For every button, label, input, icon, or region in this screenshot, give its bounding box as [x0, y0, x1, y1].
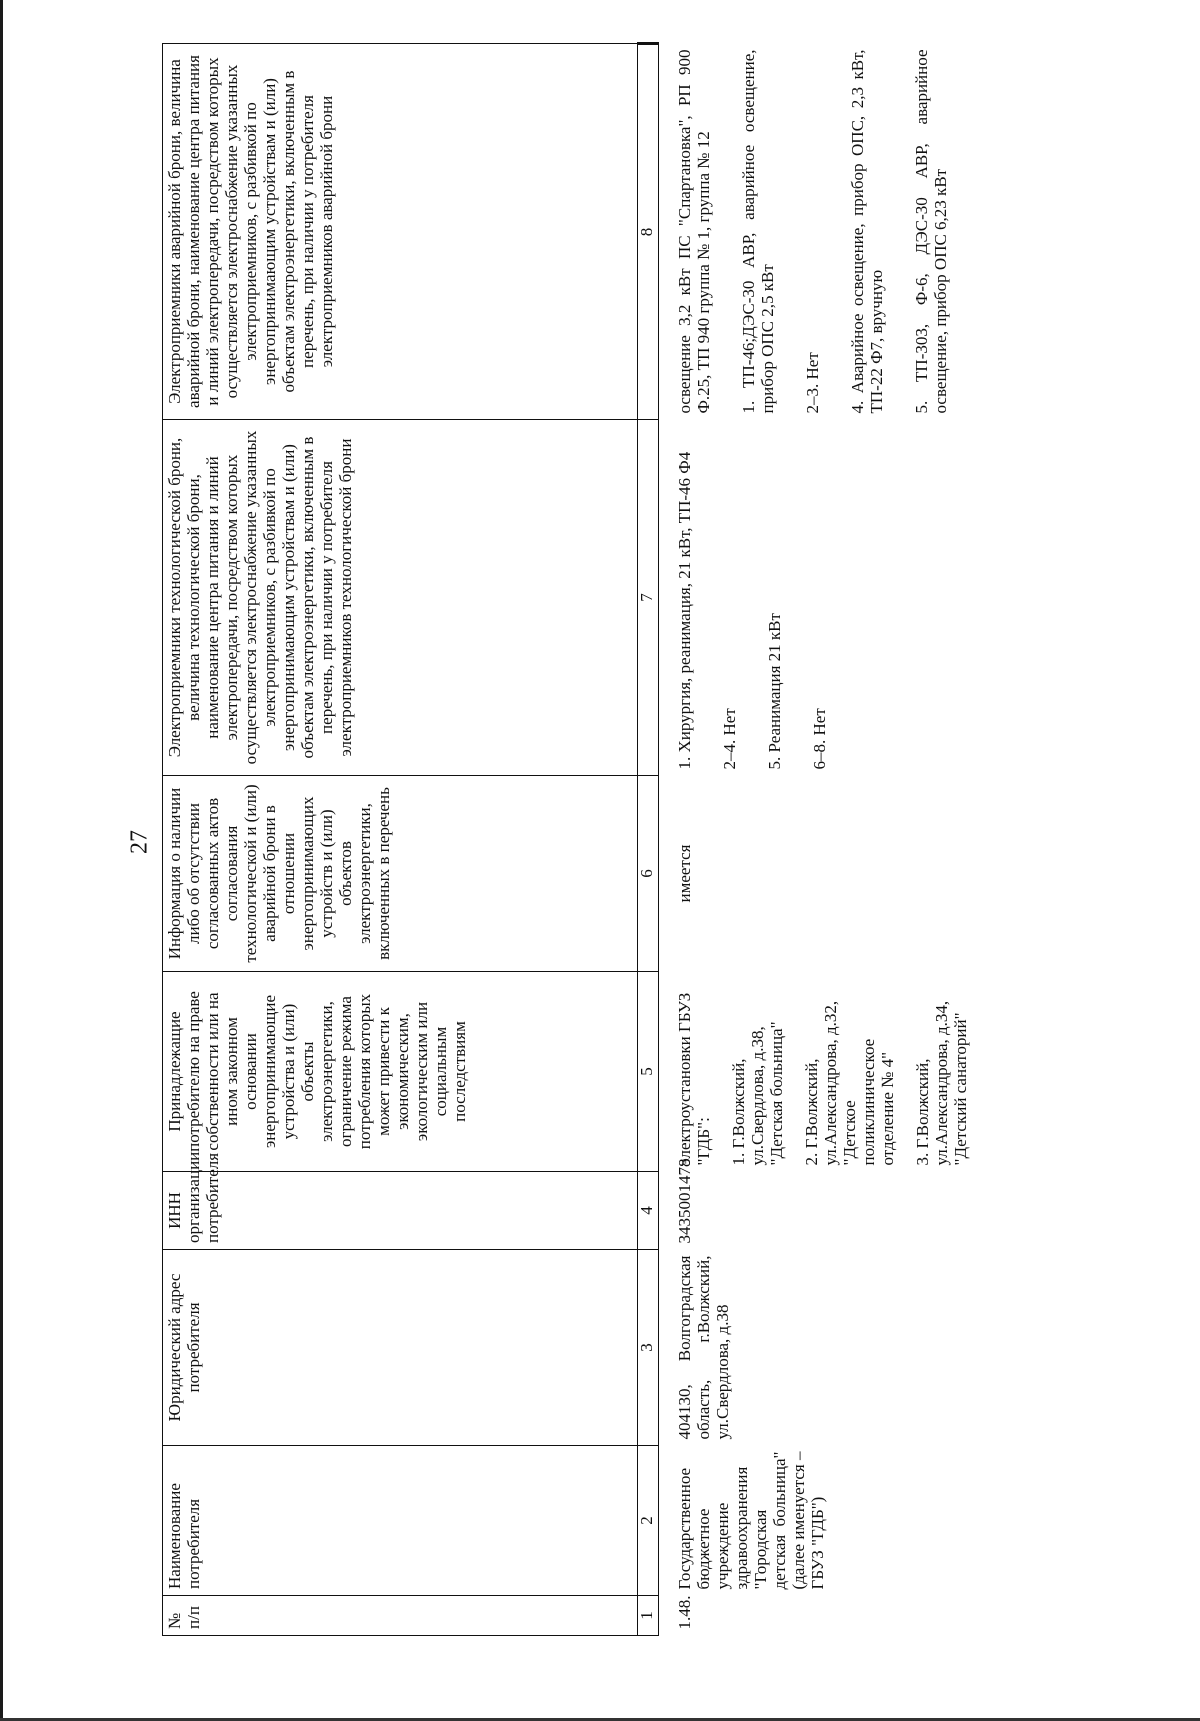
tech-reserve-cell — [659, 420, 987, 776]
installation-item: электроустановки ГБУЗ "ГДБ": — [675, 992, 713, 1166]
column-number: 1 — [638, 1596, 659, 1636]
column-number: 4 — [638, 1172, 659, 1250]
emergency-reserve-item: освещение 3,2 кВт ПС "Спартановка", РП 900 Ф.25, ТП 940 группа № 1, группа № 12 — [675, 49, 713, 414]
column-number: 2 — [638, 1446, 659, 1596]
consumer-table — [162, 42, 986, 1636]
header-legal-address: Юридический адрес потребителя — [163, 1250, 638, 1446]
tech-reserve-item: 1. Хирургия, реанимация, 21 кВт, ТП-46 Ф4 — [675, 451, 694, 770]
page-number: 27 — [126, 830, 153, 854]
installation-item: 1. Г.Волжский, ул.Свердлова, д.38, "Детская больница" — [729, 1021, 786, 1166]
header-consumer-name: Наименование потребителя — [163, 1446, 638, 1596]
emergency-reserve-item: 5. ТП-303, Ф-6, ДЭС-30 АВР, аварийное освещение, прибор ОПС 6,23 кВт — [912, 49, 950, 414]
column-number-row — [638, 44, 659, 1636]
header-row — [163, 44, 638, 1636]
column-number: 6 — [638, 776, 659, 972]
installation-item: 2. Г.Волжский, ул.Александрова, д.32, "Детское поликлиническое отделение № 4" — [802, 1000, 897, 1166]
tech-reserve-item: 6–8. Нет — [810, 708, 829, 770]
tech-reserve-item: 2–4. Нет — [720, 708, 739, 770]
consumer-name: Государственное бюджетное учреждение здравоохранения "Городская детская больница" (далее именуется – ГБУЗ "ГДБ") — [675, 1451, 827, 1590]
inn-value: 3435001478 — [675, 1158, 694, 1244]
emergency-reserve-item: 2–3. Нет — [803, 352, 822, 414]
header-acts: Информация о наличии либо об отсутствии согласованных актов согласования технологической и (или) аварийной брони в отношении энергопринимающих устройств и (или) объектов электроэнергетики, включенных в перечень — [163, 776, 638, 972]
installations-cell — [659, 972, 987, 1172]
column-number: 3 — [638, 1250, 659, 1446]
column-number: 8 — [638, 44, 659, 420]
emergency-reserve-cell — [659, 44, 987, 420]
emergency-reserve-item: 1. ТП-46;ДЭС-30 АВР, аварийное освещение, прибор ОПС 2,5 кВт — [739, 49, 777, 414]
column-number: 7 — [638, 420, 659, 776]
row-number: 1.48. — [675, 1595, 694, 1630]
emergency-reserve-item: 4. Аварийное освещение, прибор ОПС, 2,3 кВт, ТП-22 Ф7, вручную — [848, 49, 886, 414]
installation-item: 3. Г.Волжский, ул.Александрова, д.34, "Детский санаторий" — [913, 1000, 970, 1166]
tech-reserve-item: 5. Реанимация 21 кВт — [765, 613, 784, 770]
header-inn: ИНН организации потребителя — [163, 1172, 638, 1250]
column-number: 5 — [638, 972, 659, 1172]
table-row — [659, 44, 987, 1636]
header-emergency-reserve: Электроприемники аварийной брони, величина аварийной брони, наименование центра питания и линий электропередачи, посредством которых осуществляется электроснабжение указанных электроприемников, с разбивкой по энергопринимающим устройствам и (или) объектам электроэнергетики, включенным в перечень, при наличии у потребителя электроприемников аварийной брони — [163, 44, 638, 420]
legal-address: 404130, Волгоградская область, г.Волжский, ул.Свердлова, д.38 — [675, 1255, 732, 1440]
header-tech-reserve: Электроприемники технологической брони, величина технологической брони, наименование центра питания и линий электропередачи, посредством которых осуществляется электроснабжение указанных электроприемников, с разбивкой по энергопринимающим устройствам и (или) объектам электроэнергетики, включенным в перечень, при наличии у потребителя электроприемников технологической брони — [163, 420, 638, 776]
header-installations: Принадлежащие потребителю на праве собственности или на ином законном основании энергопринимающие устройства и (или) объекты электроэнергетики, ограничение режима потребления которых может привести к экономическим, экологическим или социальным последствиям — [163, 972, 638, 1172]
acts-value: имеется — [675, 844, 694, 903]
header-num: № п/п — [163, 1596, 638, 1636]
